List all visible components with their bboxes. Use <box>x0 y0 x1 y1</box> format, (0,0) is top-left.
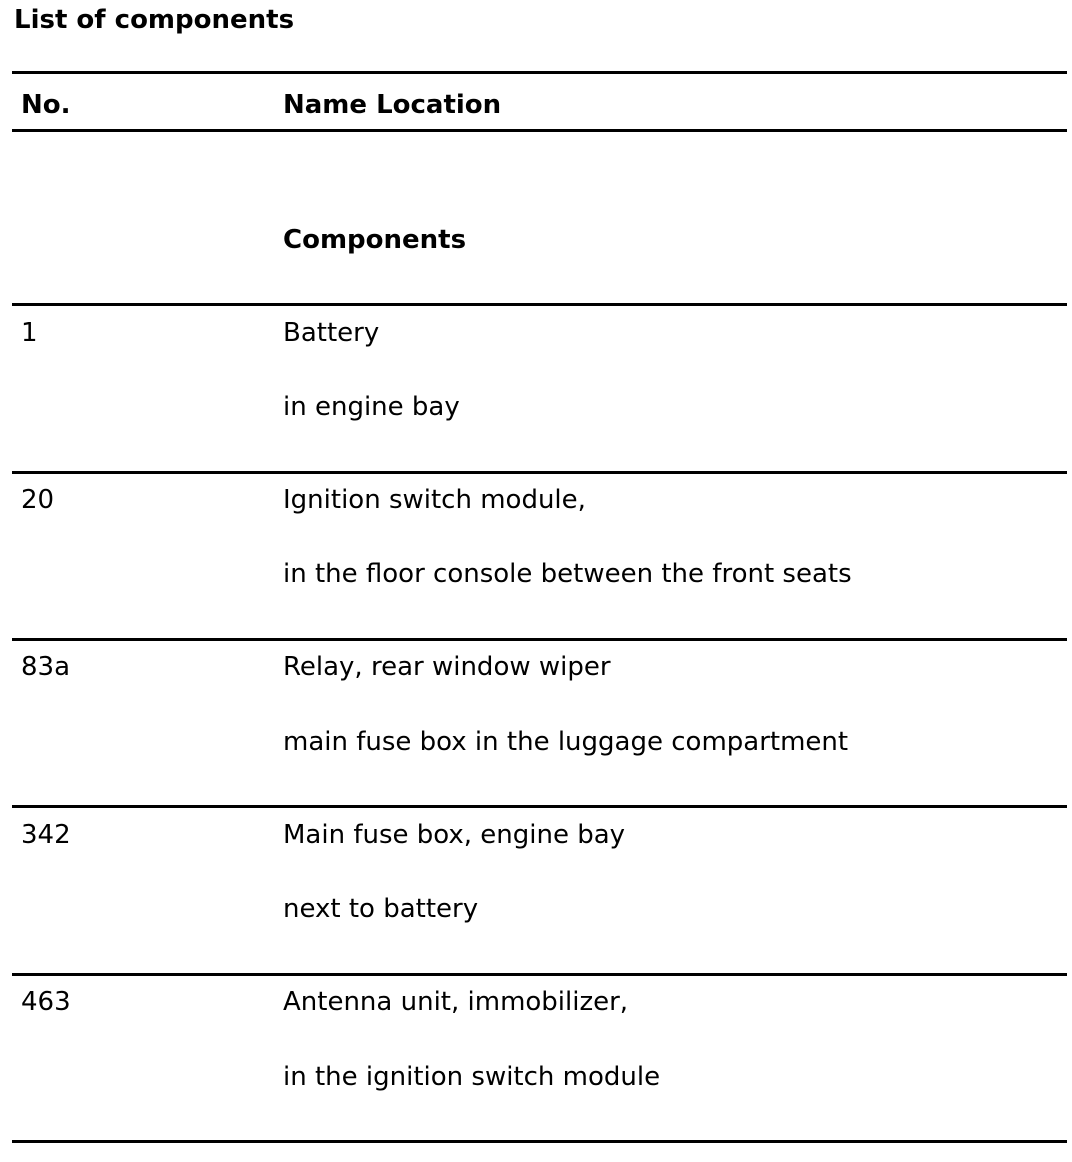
component-number: 20 <box>21 485 55 515</box>
row-divider <box>12 805 1067 808</box>
header-bottom-rule <box>12 129 1067 132</box>
component-name: Battery <box>283 318 380 348</box>
row-divider <box>12 471 1067 474</box>
table-top-rule <box>12 71 1067 74</box>
row-divider <box>12 638 1067 641</box>
component-name: Antenna unit, immobilizer, <box>283 987 629 1017</box>
section-heading: Components <box>283 225 467 255</box>
component-location: in the ignition switch module <box>283 1062 661 1092</box>
component-number: 1 <box>21 318 38 348</box>
header-no: No. <box>21 90 71 120</box>
row-divider <box>12 973 1067 976</box>
component-name: Relay, rear window wiper <box>283 652 611 682</box>
component-name: Main fuse box, engine bay <box>283 820 626 850</box>
component-number: 83a <box>21 652 71 682</box>
component-number: 463 <box>21 987 71 1017</box>
page-title: List of components <box>14 5 295 35</box>
component-location: main fuse box in the luggage compartment <box>283 727 849 757</box>
component-location: next to battery <box>283 894 479 924</box>
component-name: Ignition switch module, <box>283 485 586 515</box>
component-location: in the floor console between the front seats <box>283 559 852 589</box>
component-number: 342 <box>21 820 71 850</box>
component-location: in engine bay <box>283 392 460 422</box>
row-divider <box>12 303 1067 306</box>
header-name-location: Name Location <box>283 90 502 120</box>
table-bottom-rule <box>12 1140 1067 1143</box>
